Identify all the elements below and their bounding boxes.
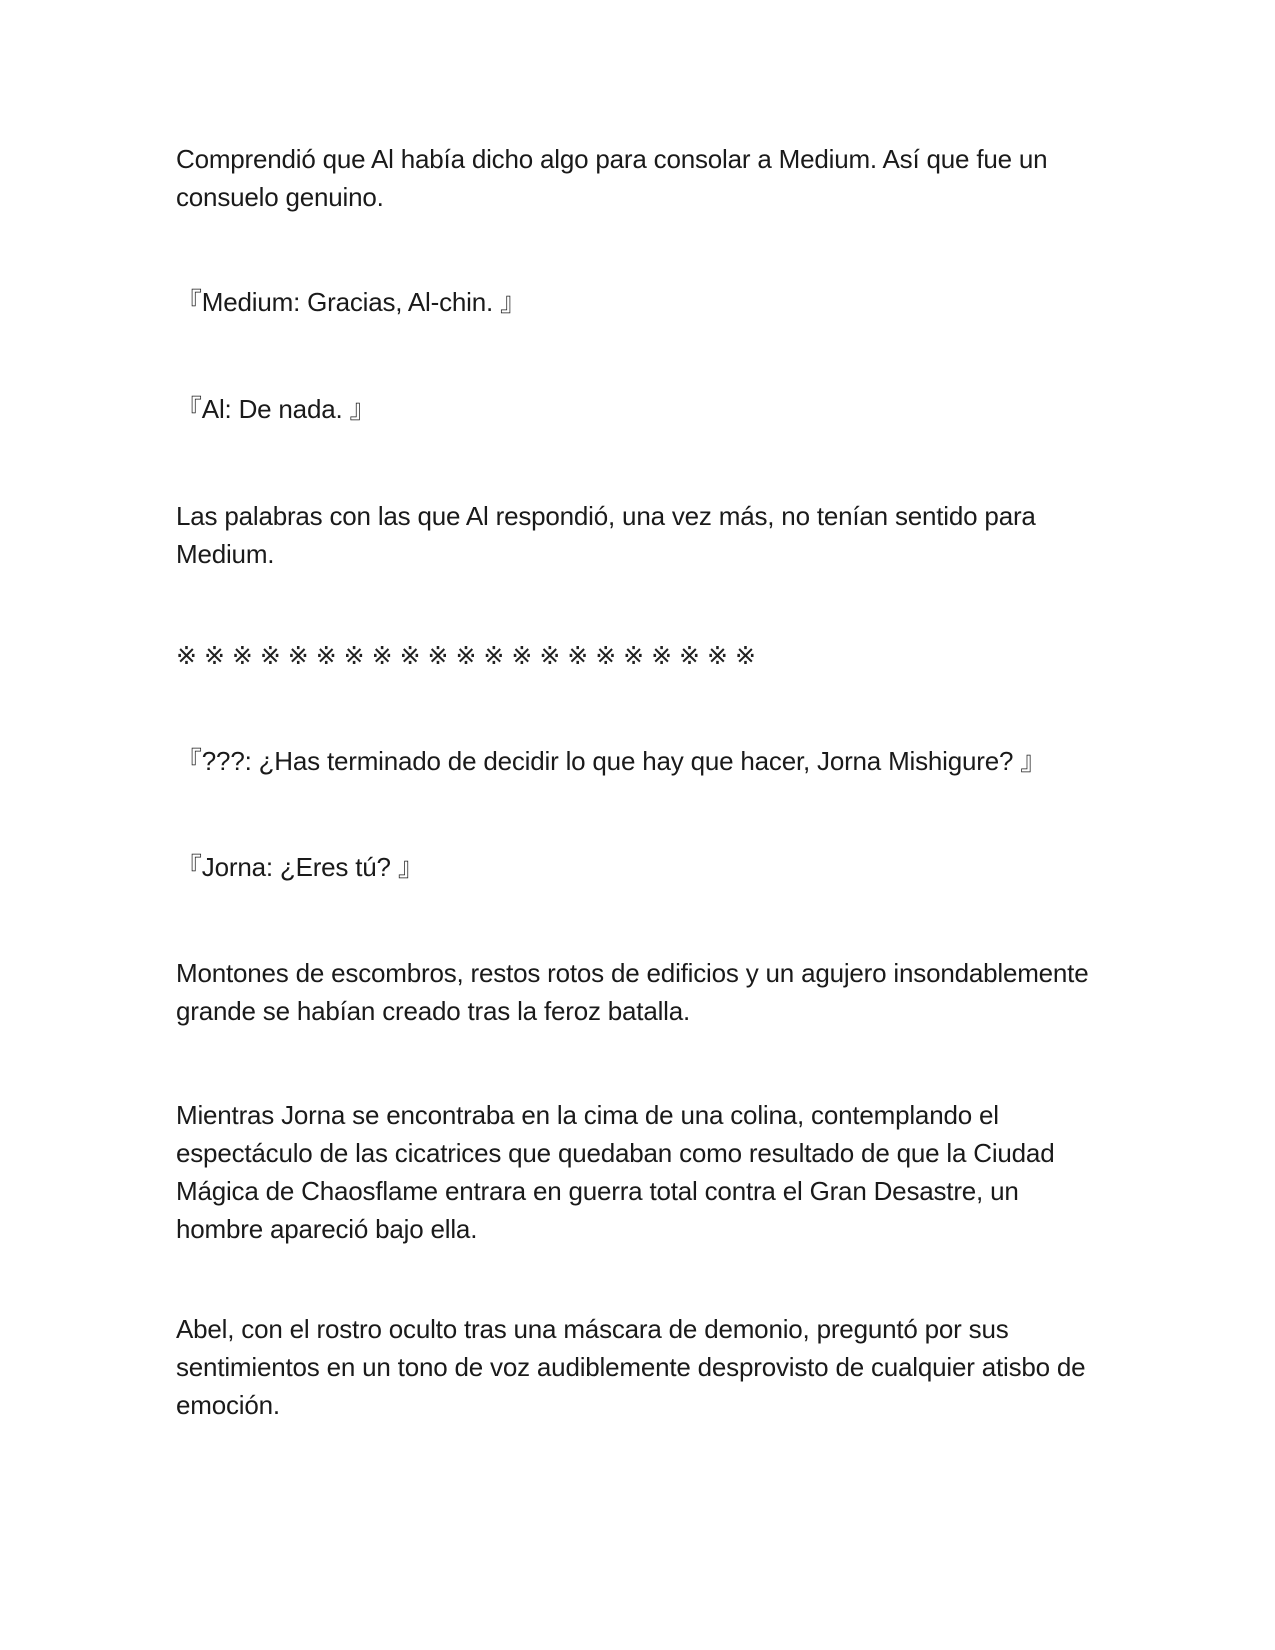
dialogue-jorna: 『Jorna: ¿Eres tú? 』 (176, 852, 424, 882)
scene-separator: ※※※※※※※※※※※※※※※※※※※※※ (176, 641, 763, 670)
dialogue-al: 『Al: De nada. 』 (176, 394, 376, 424)
paragraph-1: Comprendió que Al había dicho algo para consolar a Medium. Así que fue un consuelo genuino. (176, 144, 1048, 212)
paragraph-3: Montones de escombros, restos rotos de edificios y un agujero insondablemente grande se habían creado tras la feroz batalla. (176, 958, 1089, 1026)
paragraph-4: Mientras Jorna se encontraba en la cima de una colina, contemplando el espectáculo de las cicatrices que quedaban como resultado de que la Ciudad Mágica de Chaosflame entrara en guerra total contra el Gran Desastre, un hombre apareció bajo ella. (176, 1100, 1055, 1244)
dialogue-medium: 『Medium: Gracias, Al-chin. 』 (176, 287, 526, 317)
paragraph-5: Abel, con el rostro oculto tras una máscara de demonio, preguntó por sus sentimientos en un tono de voz audiblemente desprovisto de cualquier atisbo de emoción. (176, 1314, 1086, 1420)
dialogue-unknown: 『???: ¿Has terminado de decidir lo que hay que hacer, Jorna Mishigure? 』 (176, 746, 1047, 776)
paragraph-2: Las palabras con las que Al respondió, una vez más, no tenían sentido para Medium. (176, 501, 1036, 569)
